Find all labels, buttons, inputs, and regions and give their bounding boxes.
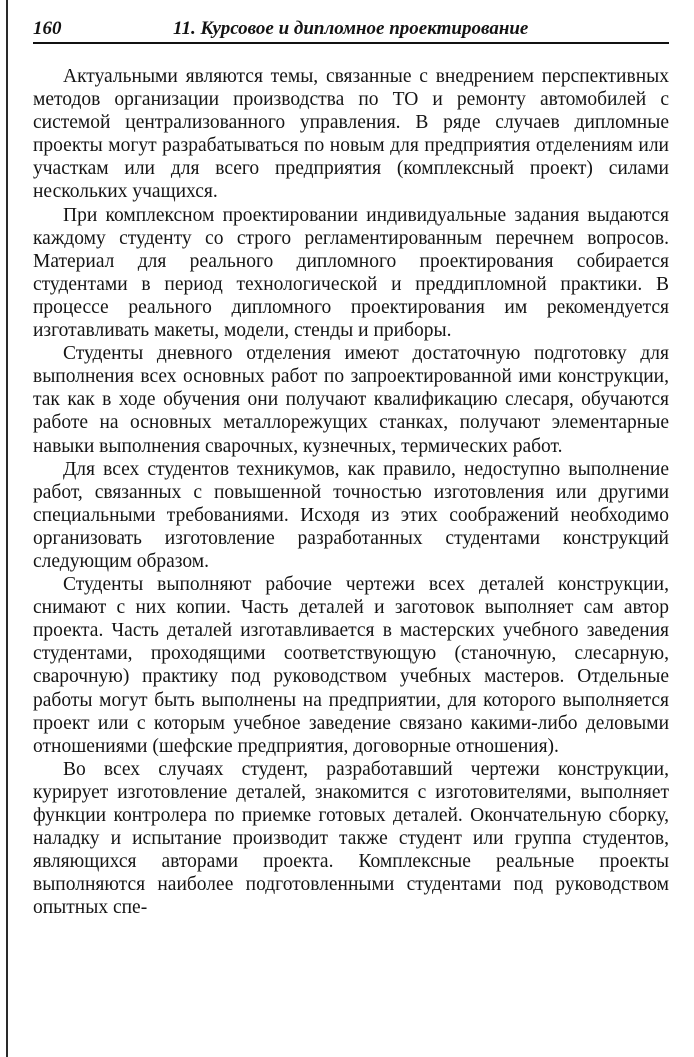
body-text <box>33 65 669 919</box>
page-header <box>33 12 669 44</box>
running-head-title: 11. Курсовое и дипломное проектирование <box>173 18 529 39</box>
paragraph-6: Во всех случаях студент, разработавший чертежи конструкции, курирует изготовление деталей, знакомится с изготовителями, выполняет функции контролера по приемке готовых деталей. Окончательную сборку, наладку и испытание производит также студент или группа студентов, являющихся авторами проекта. Комплексные реальные проекты выполняются наиболее подготовленными студентами под руководством опытных спе- <box>33 758 669 919</box>
paragraph-3: Студенты дневного отделения имеют достаточную подготовку для выполнения всех основных работ по запроектированной ими конструкции, так как в ходе обучения они получают квалификацию слесаря, обучаются работе на основных металлорежущих станках, получают элементарные навыки выполнения сварочных, кузнечных, термических работ. <box>33 343 669 457</box>
paragraph-1: Актуальными являются темы, связанные с внедрением перспективных методов организации производства по ТО и ремонту автомобилей с системой централизованного управления. В ряде случаев дипломные проекты могут разрабатываться по новым для предприятия отделениям или участкам или для всего предприятия (комплексный проект) силами нескольких учащихся. <box>33 66 669 203</box>
paragraph-2: При комплексном проектировании индивидуальные задания выдаются каждому студенту со строго регламентированным перечнем вопросов. Материал для реального дипломного проектирования собирается студентами в период технологической и преддипломной практики. В процессе реального дипломного проектирования им рекомендуется изготавливать макеты, модели, стенды и приборы. <box>33 204 669 342</box>
paragraph-4: Для всех студентов техникумов, как правило, недоступно выполнение работ, связанных с повышенной точностью изготовления или другими специальными требованиями. Исходя из этих соображений необходимо организовать изготовление разработанных студентами конструкций следующим образом. <box>33 458 669 572</box>
page-edge-line <box>6 0 8 1057</box>
page-number: 160 <box>33 18 62 39</box>
paragraph-5: Студенты выполняют рабочие чертежи всех деталей конструкции, снимают с них копии. Часть деталей и заготовок выполняет сам автор проекта. Часть деталей изготавливается в мастерских учебного заведения студентами, проходящими соответствующую (станочную, слесарную, сварочную) практику под руководством учебных мастеров. Отдельные работы могут быть выполнены на предприятии, для которого выполняется проект или с которым учебное заведение связано какими-либо деловыми отношениями (шефские предприятия, договорные отношения). <box>33 574 669 757</box>
